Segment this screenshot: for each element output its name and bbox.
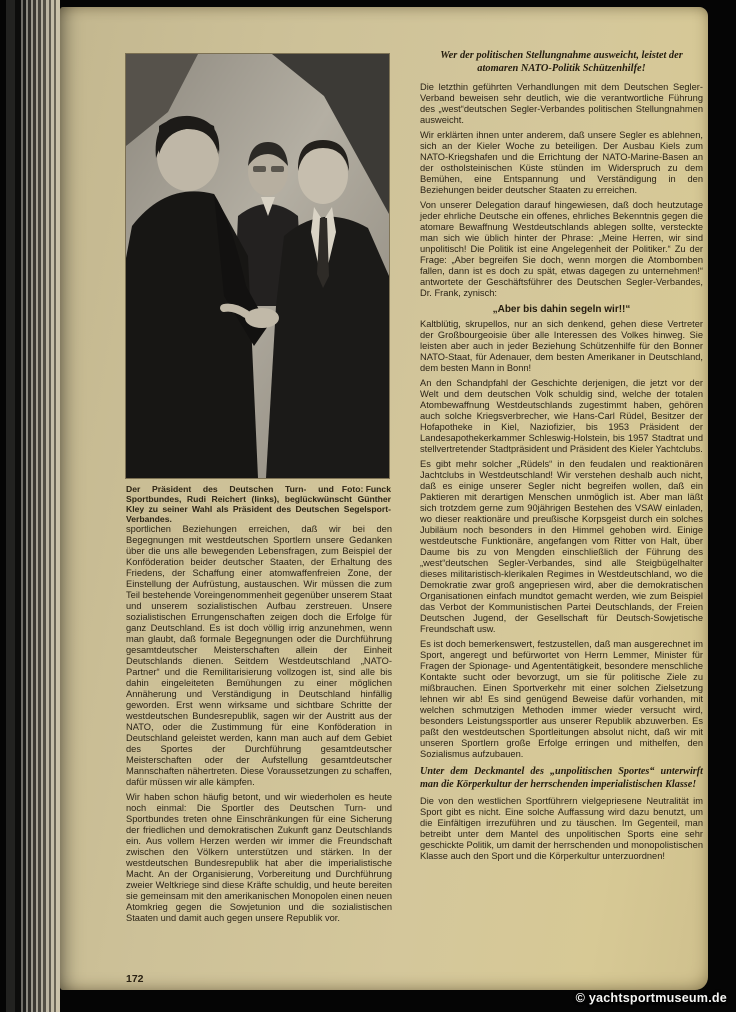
watermark: © yachtsportmuseum.de [575,991,727,1005]
paragraph: Es gibt mehr solcher „Rüdels“ in den feudalen und reaktionären Jachtclubs in Westdeutschland! Wir verstehen deshalb auch nicht, daß es einige unserer Segler nicht begreifen wollen, daß ein Paktieren mit derartigen Menschen unmöglich ist. Aber man läßt sich trotzdem gerne zum 90jährigen Bestehen des VSAW einladen, wo dieser reaktionäre und preußische Korpsgeist durch ein solches Jubiläum noch besonders in den Himmel gehoben wird. Einige westdeutsche Funktionäre, angefangen vom Ritter von Halt, über Daume bis zu von Mengden einschließlich der Führung des „west“deutschen Segler-Verbandes, sind alle Steigbügelhalter dieses militaristisch-klerikalen Regimes in Westdeutschland, wo die Demokratie zwar groß angepriesen wird, aber die demokratischen Organisationen einfach mundtot gemacht werden, wie zum Beispiel das Verbot der Kommunistischen Partei Deutschlands, der Freien Deutschen Jugend, der Gesellschaft für Deutsch-Sowjetische Freundschaft usw. [420,459,703,635]
handshake-photo [126,54,389,478]
page-number: 172 [126,973,144,985]
photo-credit: Foto: Funck [341,484,391,494]
paragraph: Wir erklärten ihnen unter anderem, daß unsere Segler es ablehnen, sich an der Kieler Woche zu beteiligen. Der Ausbau Kiels zum NATO-Kriegshafen und die Errichtung der NATO-Marine-Basen an der ostholsteinischen Küste stünden im Widerspruch zu dem Bemühen, eine Entspannung und Verständigung in den Beziehungen beider deutscher Staaten zu erreichen. [420,130,703,196]
right-column [420,50,703,866]
photo-illustration [126,54,389,478]
section-heading: Wer der politischen Stellungnahme ausweicht, leistet der atomaren NATO-Politik Schützenhilfe! [440,50,683,74]
photo-caption-text: Der Präsident des Deutschen Turn- und Sportbundes, Rudi Reichert (links), beglückwünscht Günther Kley zu seiner Wahl als Präsident des Deutschen Segelsport-Verbandes. [126,484,391,524]
book-page [60,7,708,990]
photo-caption [126,484,391,524]
section-subheading: Unter dem Deckmantel des „unpolitischen Sportes“ unterwirft man die Körperkultur der herrschenden imperialistischen Klasse! [420,766,703,790]
paragraph: An den Schandpfahl der Geschichte derjenigen, die jetzt vor der Welt und dem deutschen Volk schuldig sind, welche der totalen Atombewaffnung Westdeutschlands zugestimmt haben, gehören auch solche Kriegsverbrecher, wie Hans-Carl Rüdel, Besitzer der Hofapotheke in Kiel, Naziofizier, bis 1953 Präsident der Landesapothekerkammer Schleswig-Holstein, bis 1957 Stadtrat und stellvertretender Stadtpräsident und Präsident des Kieler Yachtclubs. [420,378,703,455]
paragraph: Es ist doch bemerkenswert, festzustellen, daß man ausgerechnet im Sport, angeregt und befürwortet von Herrn Lemmer, Minister für Fragen der Spionage- und Agententätigkeit, besondere menschliche Kontakte sucht oder bevorzugt, um sie für politische Ziele zu mißbrauchen. Einen Sportverkehr mit einer solchen Zielsetzung lehnen wir ab! Es sind genügend Beweise dafür vorhanden, mit welchen schmutzigen Methoden immer wieder versucht wird, besonders Leistungssportler aus unserer Republik abzuwerben. Es paßt den westdeutschen Sportleitungen absolut nicht, daß wir mit unseren Sportlern große Erfolge erringen und mithelfen, den Sozialismus aufzubauen. [420,639,703,760]
pull-quote: „Aber bis dahin segeln wir!!“ [492,304,631,316]
paragraph: Wir haben schon häufig betont, und wir wiederholen es heute noch einmal: Die Sportler des Deutschen Turn- und Sportbundes treten ohne Einschränkungen für eine Sicherung der friedlichen und demokratischen Zukunft ganz Deutschlands ein. Aus vollem Herzen werden wir immer die Freundschaft zwischen den Völkern unterstützen und stärken. In der westdeutschen Bundesrepublik hat aber die imperialistische Macht. An der Organisierung, Vorbereitung und Durchführung zweier Weltkriege sind diese Kräfte schuldig, und heute bereiten sie gemeinsam mit den amerikanischen Monopolen einen neuen Atomkrieg gegen die Sowjetunion und die sozialistischen Staaten und damit auch gegen unsere Republik vor. [126,792,392,923]
book-page-edges [0,0,60,1012]
paragraph: Von unserer Delegation darauf hingewiesen, daß doch heutzutage jeder ehrliche Deutsche ein offenes, ehrliches Bekenntnis gegen die atomare Bewaffnung Westdeutschlands ablegen sollte, versteckte man sich wie üblich hinter der Phrase: „Meine Herren, wir sind unpolitisch! Die Politik ist eine Angelegenheit der Politiker.“ Zu der Frage: „Aber begreifen Sie doch, wenn morgen die Atombomben fallen, dann ist es doch zu spät, etwas dagegen zu unternehmen!“ antwortete der Geschäftsführer des Deutschen Segler-Verbandes, Dr. Frank, zynisch: [420,200,703,299]
left-column [126,524,392,928]
paragraph: Die von den westlichen Sportführern vielgepriesene Neutralität im Sport gibt es nicht. Eine solche Auffassung wird dazu benutzt, um die Einfältigen irrezuführen und zu täuschen. Im Gegenteil, man betreibt unter dem Mantel des unpolitischen Sports eine sehr geschickte Politik, um damit der herrschenden und monopolistischen Klasse auch den Sport und die Körperkultur unterzuordnen! [420,796,703,861]
paragraph: Die letzthin geführten Verhandlungen mit dem Deutschen Segler-Verband beweisen sehr deutlich, wie die verantwortliche Führung des „west“deutschen Segler-Verbandes politischen Stellungnahmen ausweicht. [420,82,703,126]
paragraph: sportlichen Beziehungen erreichen, daß wir bei den Begegnungen mit westdeutschen Sportlern unsere Gedanken über die uns alle bewegenden Lebensfragen, zum Beispiel der Konföderation beider deutscher Staaten, der Erhaltung des Friedens, der Schaffung einer atomwaffenfreien Zone, der Einstellung der Aufrüstung, austauschen. Wir müssen die zum Teil bestehende Voreingenommenheit gegenüber unserem Staat und unserem sozialistischen Aufbau zerstreuen. Unsere sozialistischen Errungenschaften zeigen doch die Erfolge für ganz Deutschland. Es ist doch völlig irrig anzunehmen, wenn man glaubt, daß formale Begegnungen oder die Durchführung gesamtdeutscher Meisterschaften allein der Einheit Deutschlands dienen. Seitdem Westdeutschland „NATO-Partner“ und die Remilitarisierung vollzogen ist, sind alle bis dahin eingeleiteten Bemühungen zu einer möglichen Annäherung und Verständigung in Deutschland hinfällig geworden. Erst wenn wirksame und sichtbare Schritte der westdeutschen Bundesrepublik, sagen wir der Austritt aus der NATO, oder die Zustimmung für eine Konföderation in Deutschland geleistet werden, kann man auch auf dem Gebiet des Sportes der Durchführung gesamtdeutscher Meisterschaften oder der Aufstellung gesamtdeutscher Mannschaften nähertreten. Diese Voraussetzungen zu schaffen, dafür müssen wir alle kämpfen. [126,524,392,787]
paragraph: Kaltblütig, skrupellos, nur an sich denkend, gehen diese Vertreter der Großbourgeoisie über alle Interessen des Volkes hinweg. Sie leisten aber auch in jeder Beziehung Schützenhilfe für den Bonner NATO-Staat, für Adenauer, dem besten Amerikaner in Deutschland, dem besten Mann in Bonn! [420,319,703,374]
